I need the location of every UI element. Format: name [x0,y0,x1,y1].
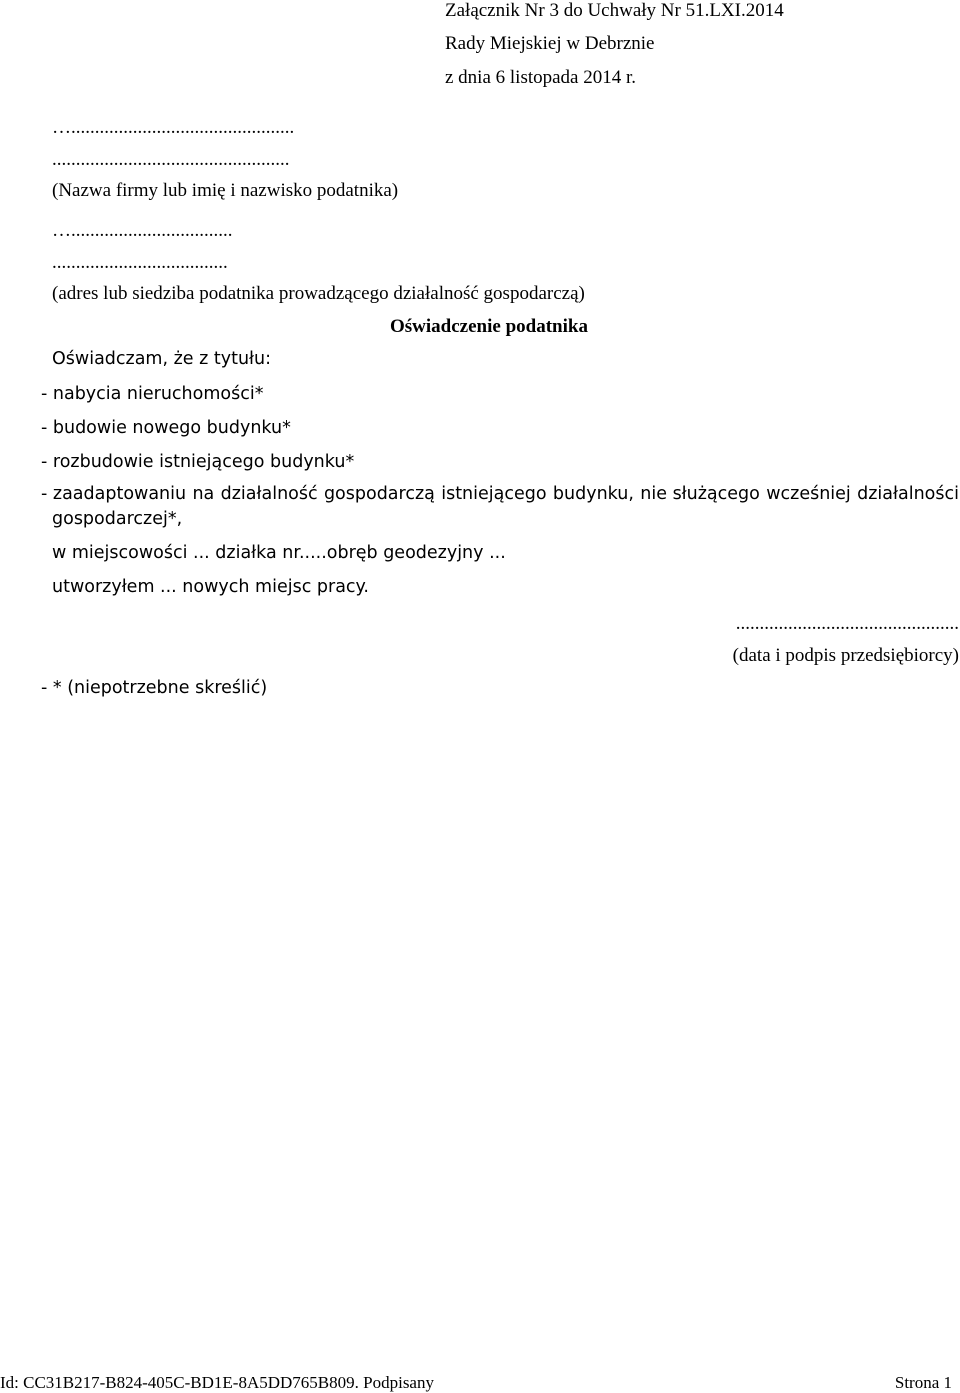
footnote: - * (niepotrzebne skreślić) [41,678,268,698]
adaptation-word: - zaadaptowaniu [41,484,187,504]
document-id-footer: Id: CC31B217-B824-405C-BD1E-8A5DD765B809. Podpisany [0,1373,434,1392]
adaptation-word: istniejącego [441,484,547,504]
jobs-created-line: utworzyłem ... nowych miejsc pracy. [52,577,369,597]
page-number-footer: Strona 1 [894,1373,952,1392]
statement-item-acquisition: - nabycia nieruchomości* [41,384,264,404]
adaptation-word: działalność [220,484,318,504]
page-title: Oświadczenie podatnika [390,316,588,337]
address-dots-2: ..................................... [52,252,228,273]
statement-item-adaptation-continued: gospodarczej*, [52,509,183,529]
signature-label: (data i podpis przedsiębiorcy) [732,645,959,666]
statement-intro: Oświadczam, że z tytułu: [52,349,271,369]
adaptation-word: budynku, [552,484,634,504]
statement-item-adaptation [41,484,959,504]
address-dots-1: ….................................. [52,220,233,241]
adaptation-word: na [192,484,215,504]
adaptation-word: nie służącego [640,484,760,504]
firm-name-dots-1: …............................................... [52,117,295,138]
adaptation-word: działalności [857,484,959,504]
address-label: (adres lub siedziba podatnika prowadzącego działalność gospodarczą) [52,283,585,304]
signature-dots: ............................................... [735,613,959,634]
adaptation-word: gospodarczą [323,484,435,504]
adaptation-word: wcześniej [766,484,851,504]
attachment-header-line-3: z dnia 6 listopada 2014 r. [445,67,637,88]
firm-name-dots-2: .................................................. [52,149,290,170]
location-line: w miejscowości ... działka nr.....obręb geodezyjny ... [52,543,506,563]
statement-item-new-building: - budowie nowego budynku* [41,418,291,438]
statement-item-extension: - rozbudowie istniejącego budynku* [41,452,355,472]
attachment-header-line-1: Załącznik Nr 3 do Uchwały Nr 51.LXI.2014 [445,0,784,21]
firm-name-label: (Nazwa firmy lub imię i nazwisko podatnika) [52,180,399,201]
attachment-header-line-2: Rady Miejskiej w Debrznie [445,33,655,54]
